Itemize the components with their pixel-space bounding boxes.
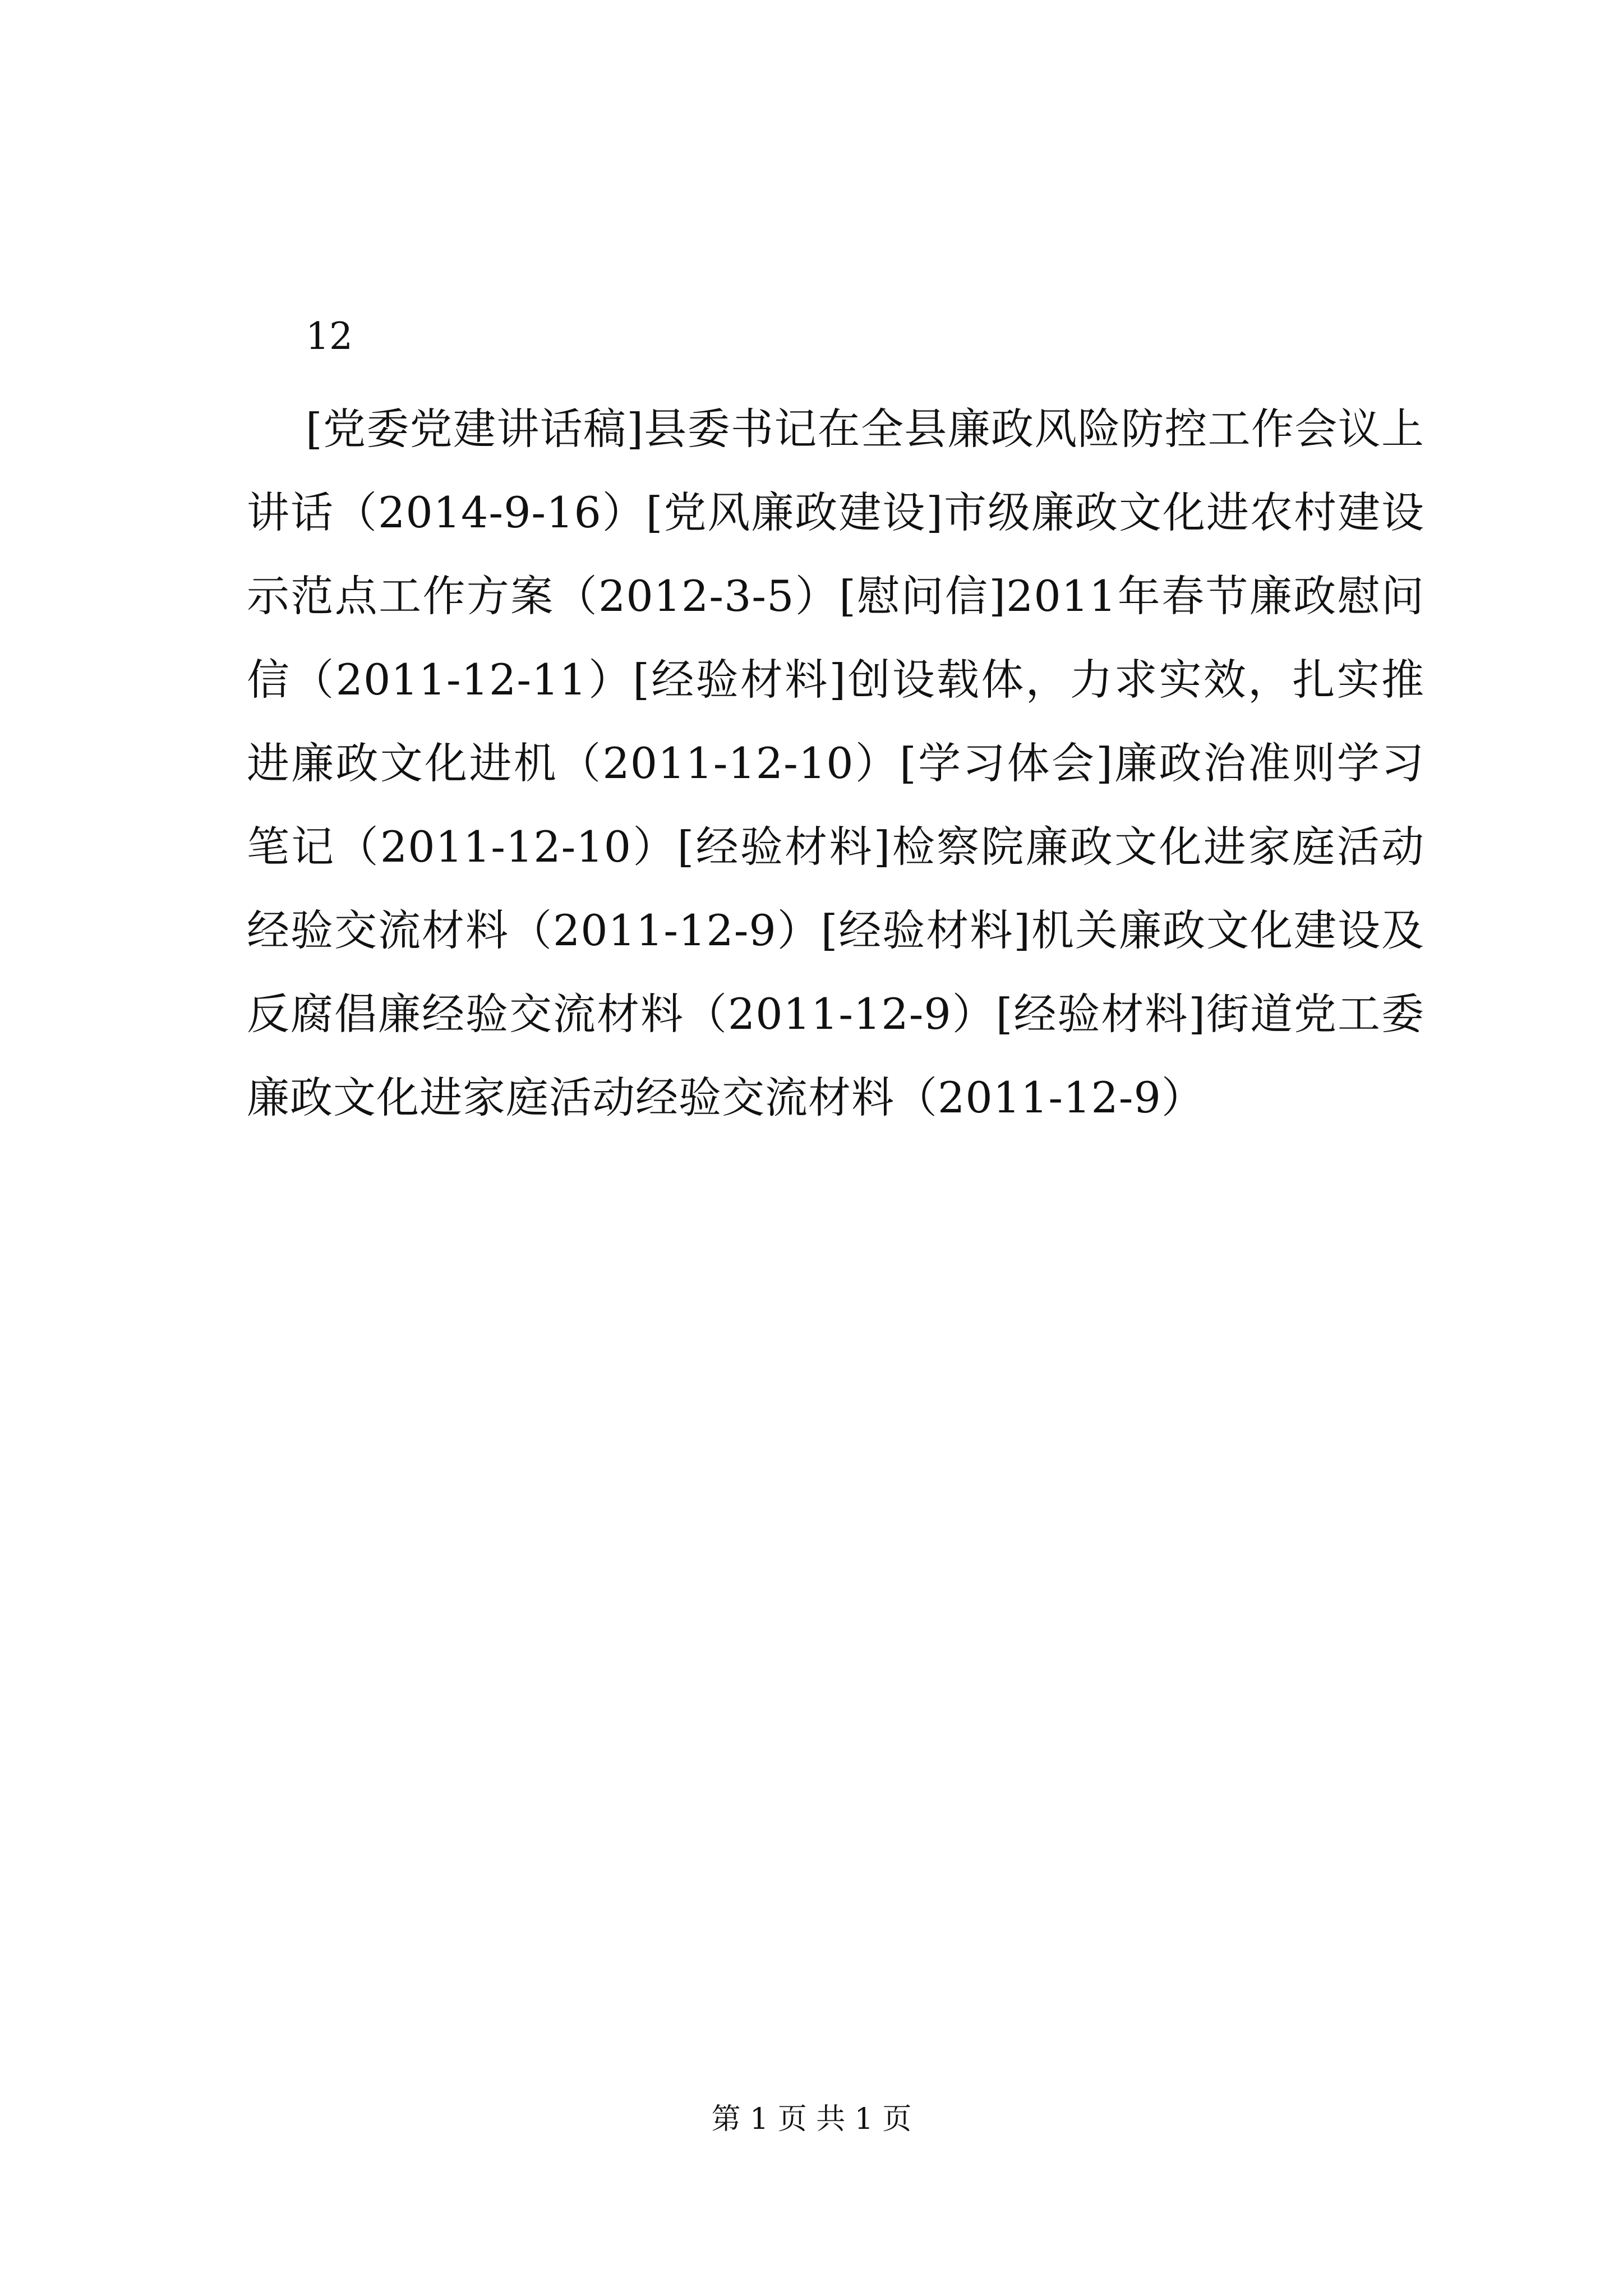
body-paragraph: [党委党建讲话稿]县委书记在全县廉政风险防控工作会议上讲话（2014-9-16）[党风廉政建设]市级廉政文化进农村建设示范点工作方案（2012-3-5）[慰问信]2011年春节廉政慰问信（2011-12-11）[经验材料]创设载体，力求实效，扎实推进廉政文化进机（2011-12-10）[学习体会]廉政治准则学习笔记（2011-12-10）[经验材料]检察院廉政文化进家庭活动经验交流材料（2011-12-9）[经验材料]机关廉政文化建设及反腐倡廉经验交流材料（2011-12-9）[经验材料]街道党工委廉政文化进家庭活动经验交流材料（2011-12-9） bbox=[247, 404, 1424, 1122]
page-footer: 第 1 页 共 1 页 bbox=[711, 2102, 912, 2136]
paragraph-number: 12 bbox=[306, 315, 353, 358]
